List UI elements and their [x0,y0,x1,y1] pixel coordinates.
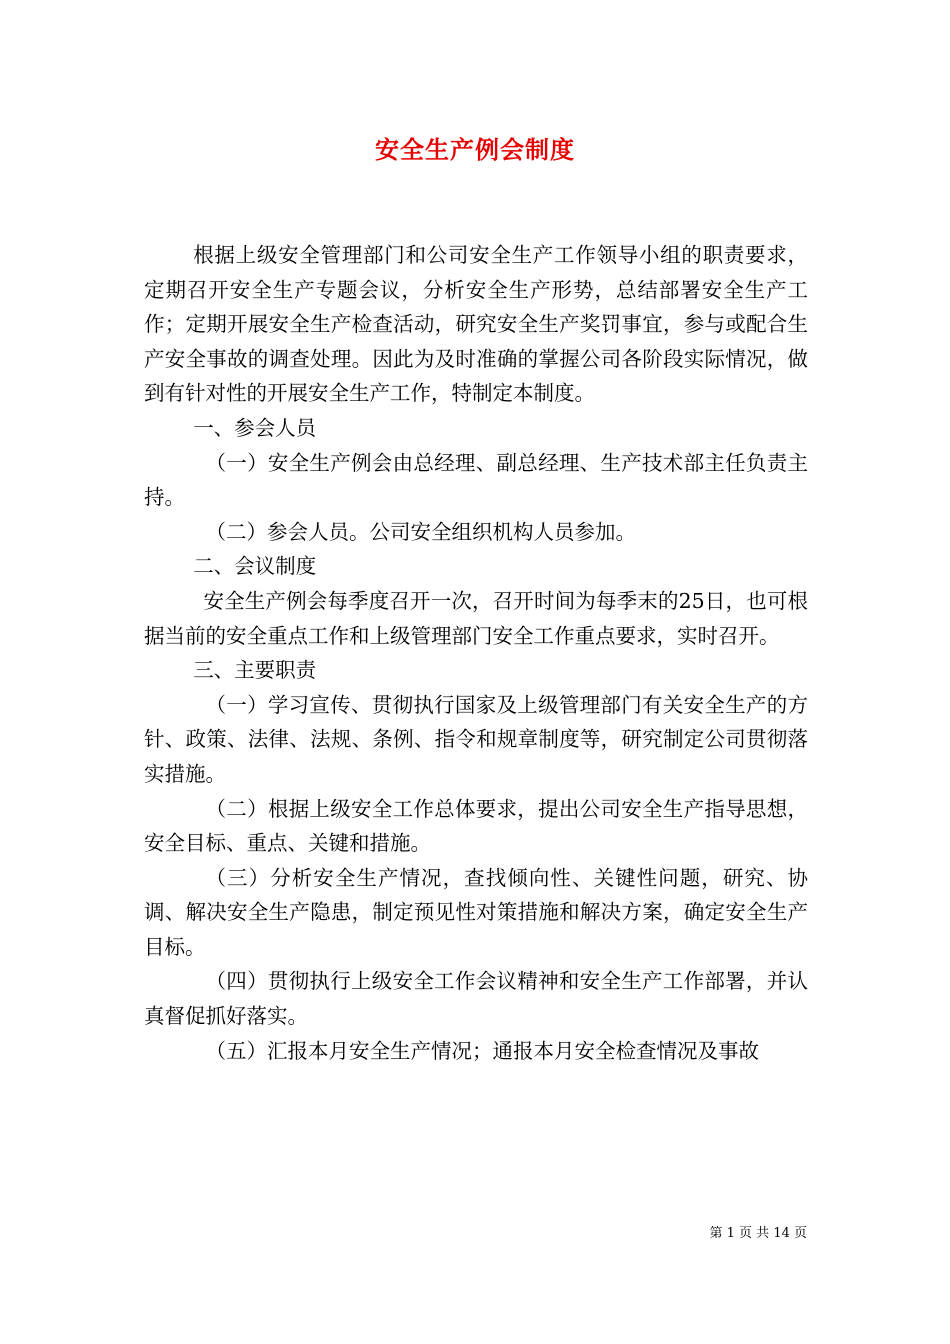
paragraph-duty-5: （五）汇报本月安全生产情况；通报本月安全检查情况及事故 [205,1038,759,1063]
section-heading-duties: 三、主要职责 [193,658,317,683]
paragraph-duty-3: （三）分析安全生产情况，查找倾向性、关键性问题，研究、协调、解决安全生产隐患，制定预见性对策措施和解决方案，确定安全生产目标。 [144,865,808,959]
paragraph-duty-1: （一）学习宣传、贯彻执行国家及上级管理部门有关安全生产的方针、政策、法律、法规、条例、指令和规章制度等，研究制定公司贯彻落实措施。 [144,692,808,786]
paragraph-meeting-system: 安全生产例会每季度召开一次，召开时间为每季末的25日，也可根据当前的安全重点工作和上级管理部门安全工作重点要求，实时召开。 [144,588,808,648]
paragraph-attendees-2: （二）参会人员。公司安全组织机构人员参加。 [205,519,636,544]
intro-paragraph: 根据上级安全管理部门和公司安全生产工作领导小组的职责要求，定期召开安全生产专题会议，分析安全生产形势，总结部署安全生产工作；定期开展安全生产检查活动，研究安全生产奖罚事宜，参与或配合生产安全事故的调查处理。因此为及时准确的掌握公司各阶段实际情况，做到有针对性的开展安全生产工作，特制定本制度。 [144,243,808,406]
page-number: 第 1 页 共 14 页 [709,1226,807,1241]
section-heading-attendees: 一、参会人员 [193,415,317,440]
section-heading-meeting-system: 二、会议制度 [193,554,317,579]
document-body [144,238,808,1068]
paragraph-duty-4: （四）贯彻执行上级安全工作会议精神和安全生产工作部署，并认真督促抓好落实。 [144,969,808,1029]
document-title: 安全生产例会制度 [375,135,575,164]
paragraph-duty-2: （二）根据上级安全工作总体要求，提出公司安全生产指导思想，安全目标、重点、关键和措施。 [144,796,808,856]
paragraph-attendees-1: （一）安全生产例会由总经理、副总经理、生产技术部主任负责主持。 [144,450,808,510]
